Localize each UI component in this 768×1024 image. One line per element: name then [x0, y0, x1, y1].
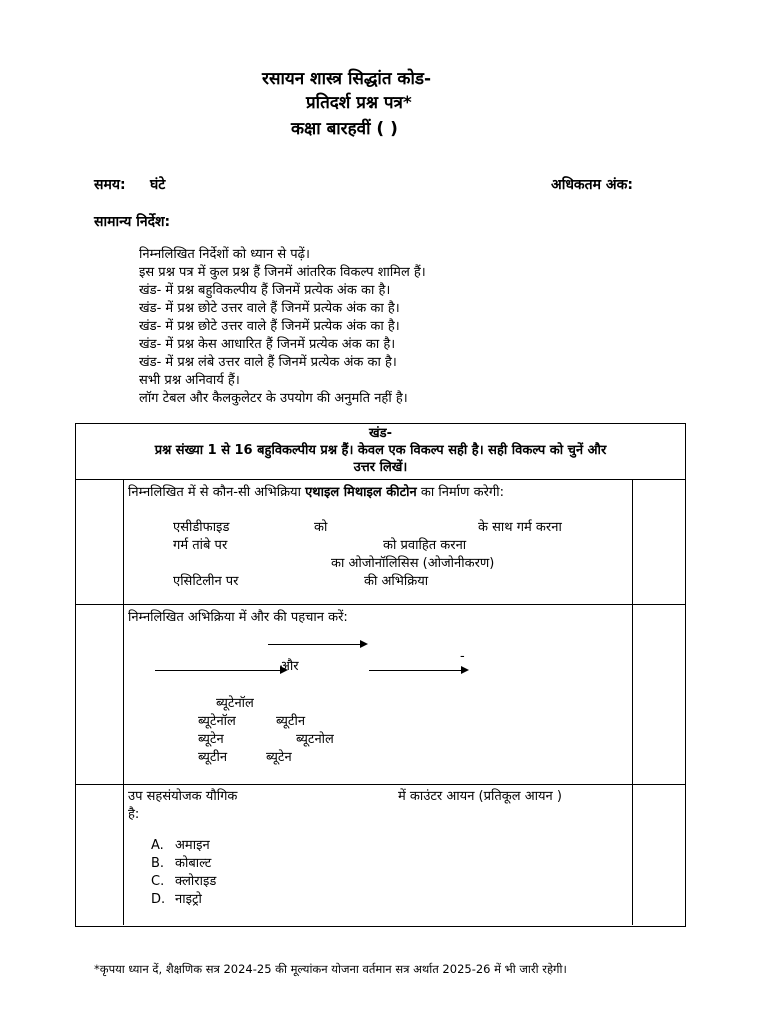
class-line: कक्षा बारहवीं ( ): [291, 119, 398, 139]
option-text: क्लोराइड: [175, 874, 217, 889]
q3-option: [151, 855, 216, 873]
paper-subtitle: प्रतिदर्श प्रश्न पत्र*: [306, 93, 412, 113]
option-letter: C.: [151, 874, 165, 889]
option-letter: D.: [151, 892, 166, 907]
question-2-text: निम्नलिखित अभिक्रिया में और की पहचान करें:: [128, 610, 348, 625]
q3-option: [151, 873, 216, 891]
instruction-item: लॉग टेबल और कैलकुलेटर के उपयोग की अनुमति नहीं है।: [139, 391, 408, 406]
table-divider: [75, 604, 685, 605]
instruction-item: इस प्रश्न पत्र में कुल प्रश्न हैं जिनमें आंतरिक विकल्प शामिल हैं।: [139, 265, 426, 280]
table-divider: [75, 784, 685, 785]
option-letter: B.: [151, 856, 165, 871]
instruction-item: खंड- में प्रश्न बहुविकल्पीय हैं जिनमें प्रत्येक अंक का है।: [139, 283, 391, 298]
reaction-minus-label: -: [460, 649, 465, 664]
q2-option-c-part2: ब्यूटनोल: [296, 732, 334, 747]
q1-option-b-part1: गर्म तांबे पर: [173, 538, 228, 553]
q2-option-c-part1: ब्यूटेन: [198, 732, 224, 747]
option-text: नाइट्रो: [175, 892, 202, 907]
q2-option-b-part1: ब्यूटेनॉल: [198, 714, 236, 729]
question-3-text: उप सहसंयोजक यौगिक: [128, 789, 238, 804]
q2-option-b-part2: ब्यूटीन: [276, 714, 306, 729]
q1-option-a-part3: के साथ गर्म करना: [478, 520, 562, 535]
instruction-item: निम्नलिखित निर्देशों को ध्यान से पढ़ें।: [139, 247, 310, 262]
q3-options: [151, 837, 216, 909]
option-letter: A.: [151, 838, 164, 853]
reaction-arrow-icon: [268, 644, 366, 645]
time-unit: घंटे: [150, 177, 166, 193]
option-text: अमाइन: [175, 838, 210, 853]
reaction-arrow-icon: [369, 670, 467, 671]
reaction-and-label: और: [280, 659, 299, 674]
q1-option-d-part2: की अभिक्रिया: [364, 574, 429, 589]
q2-option-d-part1: ब्यूटीन: [198, 750, 228, 765]
q2-option-d-part2: ब्यूटेन: [266, 750, 292, 765]
time-label: समय:: [94, 177, 126, 193]
instruction-item: खंड- में प्रश्न केस आधारित हैं जिनमें प्रत्येक अंक का है।: [139, 337, 396, 352]
q1-option-d-part1: एसिटिलीन पर: [173, 574, 239, 589]
question-1-pre: निम्नलिखित में से कौन-सी अभिक्रिया: [128, 485, 306, 500]
instruction-item: सभी प्रश्न अनिवार्य हैं।: [139, 373, 240, 388]
question-3-text-cont: में काउंटर आयन (प्रतिकूल आयन ): [398, 789, 562, 804]
section-note: प्रश्न संख्या 1 से 16 बहुविकल्पीय प्रश्न हैं। केवल एक विकल्प सही है। सही विकल्प को चुनें और: [154, 443, 607, 458]
q3-option: [151, 837, 216, 855]
table-divider: [75, 479, 685, 480]
question-1-post: का निर्माण करेगी:: [416, 485, 504, 500]
instruction-item: खंड- में प्रश्न लंबे उत्तर वाले हैं जिनमें प्रत्येक अंक का है।: [139, 355, 397, 370]
max-marks-label: अधिकतम अंक:: [551, 177, 633, 193]
q1-option-a-part2: को: [314, 520, 328, 535]
q3-option: [151, 891, 216, 909]
q1-option-b-part2: को प्रवाहित करना: [383, 538, 467, 553]
section-heading: खंड-: [369, 426, 392, 441]
instruction-item: खंड- में प्रश्न छोटे उत्तर वाले हैं जिनमें प्रत्येक अंक का है।: [139, 319, 400, 334]
question-1-text: [128, 482, 504, 500]
question-1-compound: एथाइल मिथाइल कीटोन: [305, 485, 417, 500]
q1-option-c: का ओजोनॉलिसिस (ओजोनीकरण): [331, 556, 495, 571]
section-note-cont: उत्तर लिखें।: [353, 460, 408, 475]
question-3-text-end: है:: [128, 807, 140, 822]
table-divider: [632, 479, 633, 925]
footer-note: *कृपया ध्यान दें, शैक्षणिक सत्र 2024-25 की मूल्यांकन योजना वर्तमान सत्र अर्थात 2025-26 में भी जारी रहेगी।: [94, 962, 567, 976]
option-text: कोबाल्ट: [175, 856, 212, 871]
paper-title: रसायन शास्त्र सिद्धांत कोड-: [262, 69, 432, 89]
q2-option-a: ब्यूटेनॉल: [216, 696, 254, 711]
q1-option-a-part1: एसीडीफाइड: [173, 520, 230, 535]
general-instructions-label: सामान्य निर्देश:: [94, 214, 171, 230]
reaction-arrow-icon: [155, 670, 286, 671]
table-divider: [123, 479, 124, 925]
instruction-item: खंड- में प्रश्न छोटे उत्तर वाले हैं जिनमें प्रत्येक अंक का है।: [139, 301, 400, 316]
instructions-list: [139, 246, 426, 408]
